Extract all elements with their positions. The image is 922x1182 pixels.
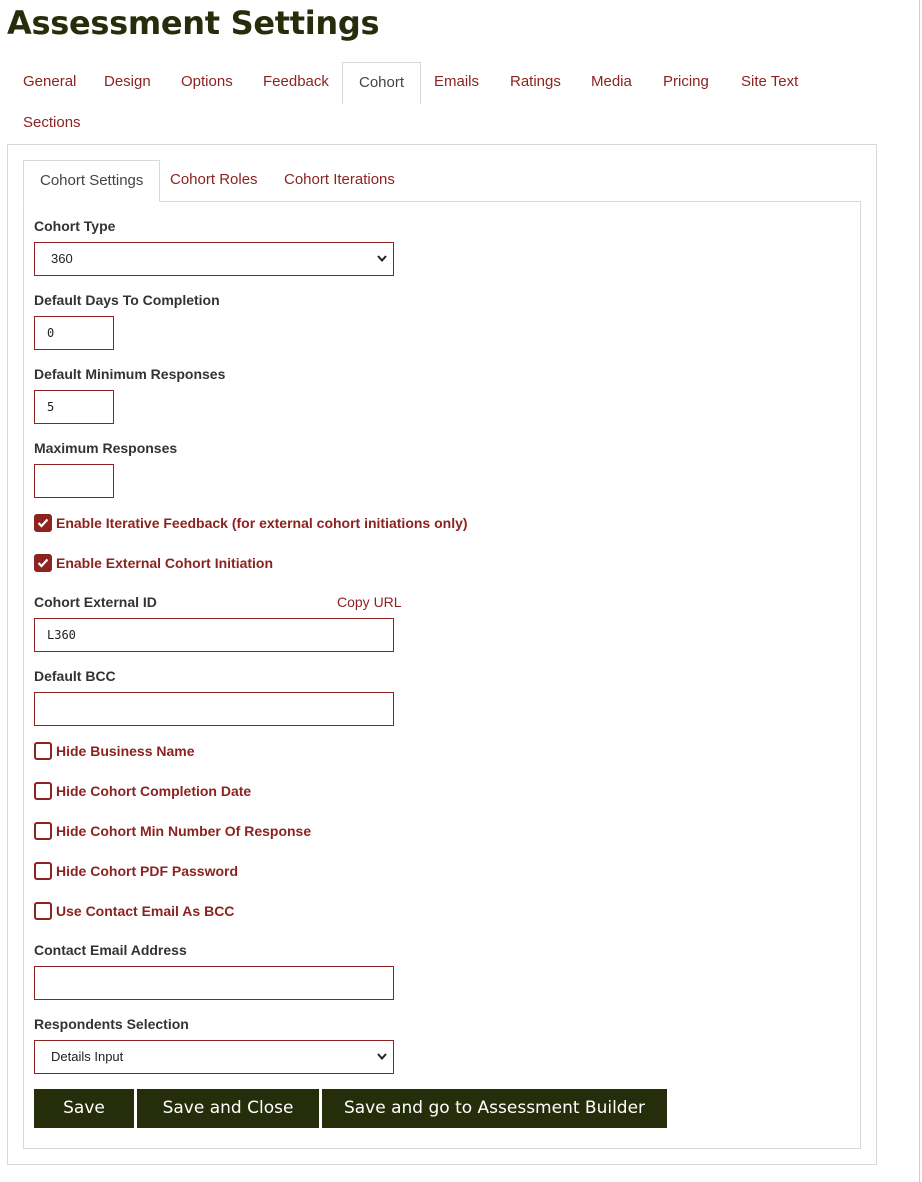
tab-sections[interactable]: Sections xyxy=(23,114,81,131)
max-responses-input[interactable] xyxy=(34,464,114,498)
cohort-type-select[interactable] xyxy=(34,242,394,276)
default-min-responses-label: Default Minimum Responses xyxy=(34,366,226,382)
enable-iterative-feedback-label: Enable Iterative Feedback (for external cohort initiations only) xyxy=(56,515,468,531)
subtab-cohort-iterations[interactable]: Cohort Iterations xyxy=(284,171,395,188)
respondents-selection-select[interactable] xyxy=(34,1040,394,1074)
respondents-selection-label: Respondents Selection xyxy=(34,1016,189,1032)
enable-external-initiation-checkbox[interactable] xyxy=(34,554,273,572)
chevron-down-icon xyxy=(377,243,387,287)
cohort-external-id-input[interactable] xyxy=(34,618,394,652)
tab-pricing[interactable]: Pricing xyxy=(663,73,709,90)
contact-email-input[interactable] xyxy=(34,966,394,1000)
tab-design[interactable]: Design xyxy=(104,73,151,90)
tab-options[interactable]: Options xyxy=(181,73,233,90)
page-right-border xyxy=(919,0,920,1182)
save-and-go-to-builder-button[interactable]: Save and go to Assessment Builder xyxy=(322,1089,667,1128)
hide-completion-date-checkbox[interactable] xyxy=(34,782,251,800)
cohort-type-value: 360 xyxy=(51,251,73,266)
hide-min-number-checkbox[interactable] xyxy=(34,822,311,840)
tab-general[interactable]: General xyxy=(23,73,77,90)
checkbox-box xyxy=(34,902,52,920)
default-bcc-label: Default BCC xyxy=(34,668,116,684)
hide-business-name-checkbox[interactable] xyxy=(34,742,195,760)
check-icon xyxy=(34,514,52,532)
tab-feedback[interactable]: Feedback xyxy=(263,73,329,90)
copy-url-link[interactable]: Copy URL xyxy=(337,594,402,610)
cohort-type-label: Cohort Type xyxy=(34,218,116,234)
enable-iterative-feedback-checkbox[interactable] xyxy=(34,514,468,532)
checkbox-box xyxy=(34,862,52,880)
hide-completion-date-label: Hide Cohort Completion Date xyxy=(56,783,252,799)
enable-external-initiation-label: Enable External Cohort Initiation xyxy=(56,555,274,571)
checkbox-box xyxy=(34,782,52,800)
checkbox-box xyxy=(34,822,52,840)
default-days-label: Default Days To Completion xyxy=(34,292,220,308)
max-responses-label: Maximum Responses xyxy=(34,440,178,456)
use-contact-email-bcc-checkbox[interactable] xyxy=(34,902,234,920)
hide-pdf-password-label: Hide Cohort PDF Password xyxy=(56,863,239,879)
use-contact-email-bcc-label: Use Contact Email As BCC xyxy=(56,903,235,919)
tab-ratings[interactable]: Ratings xyxy=(510,73,561,90)
default-min-responses-input[interactable] xyxy=(34,390,114,424)
cohort-settings-panel xyxy=(23,201,861,1149)
cohort-external-id-label: Cohort External ID xyxy=(34,594,157,610)
page-title: Assessment Settings xyxy=(7,4,380,42)
hide-pdf-password-checkbox[interactable] xyxy=(34,862,238,880)
subtab-cohort-settings[interactable]: Cohort Settings xyxy=(23,160,160,202)
default-bcc-input[interactable] xyxy=(34,692,394,726)
default-days-input[interactable] xyxy=(34,316,114,350)
respondents-selection-value: Details Input xyxy=(51,1049,124,1064)
checkbox-box xyxy=(34,742,52,760)
tab-emails[interactable]: Emails xyxy=(434,73,480,90)
subtab-cohort-roles[interactable]: Cohort Roles xyxy=(170,171,258,188)
tab-site-text[interactable]: Site Text xyxy=(741,73,799,90)
settings-tabs xyxy=(7,62,877,144)
contact-email-label: Contact Email Address xyxy=(34,942,187,958)
tab-media[interactable]: Media xyxy=(591,73,632,90)
hide-min-number-label: Hide Cohort Min Number Of Response xyxy=(56,823,312,839)
save-button[interactable]: Save xyxy=(34,1089,134,1128)
chevron-down-icon xyxy=(377,1041,387,1085)
save-and-close-button[interactable]: Save and Close xyxy=(137,1089,319,1128)
tab-cohort[interactable]: Cohort xyxy=(342,62,421,104)
hide-business-name-label: Hide Business Name xyxy=(56,743,195,759)
check-icon xyxy=(34,554,52,572)
